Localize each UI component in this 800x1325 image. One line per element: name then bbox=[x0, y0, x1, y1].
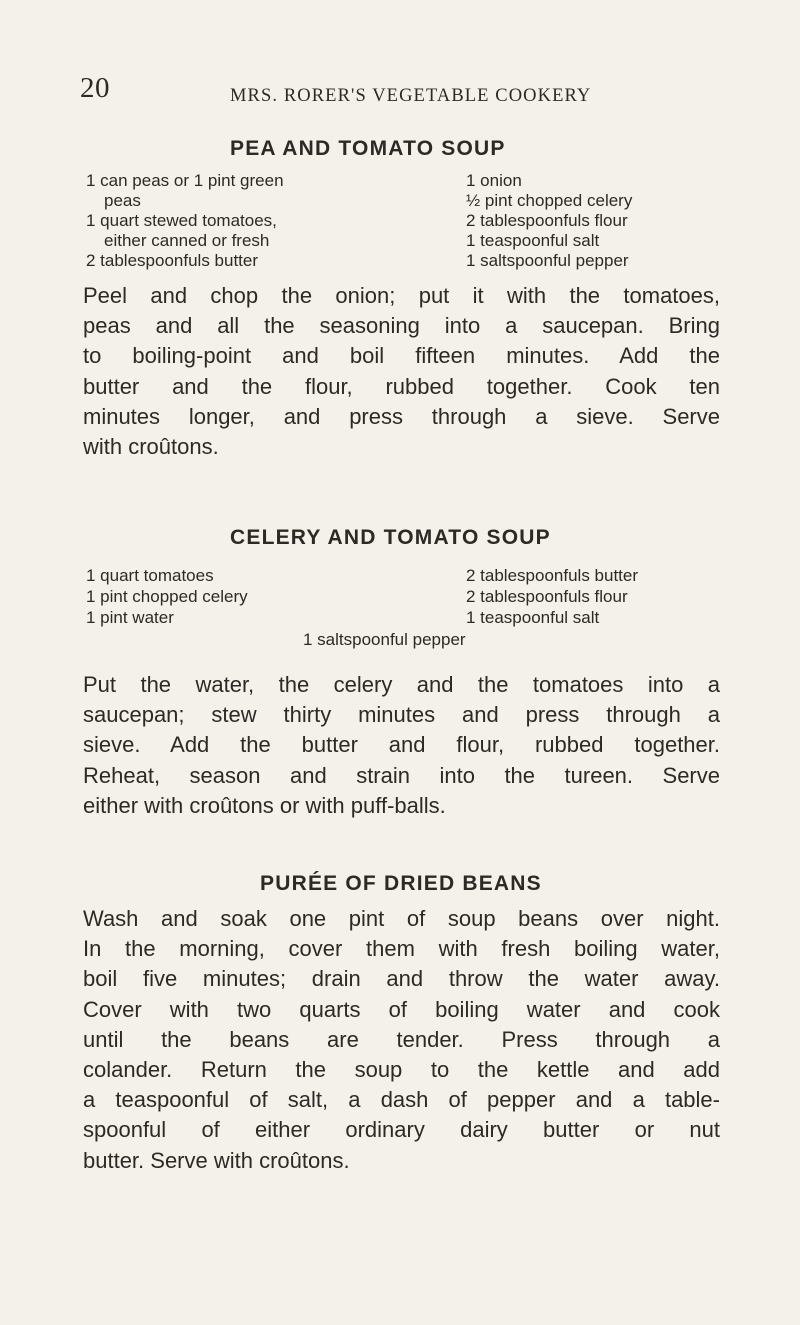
method-line: sieve. Add the butter and flour, rubbed together. bbox=[83, 732, 720, 758]
ingredient-item: 1 quart stewed tomatoes, bbox=[86, 211, 277, 230]
method-line: peas and all the seasoning into a saucepan. Bring bbox=[83, 313, 720, 339]
method-line: Wash and soak one pint of soup beans over night. bbox=[83, 906, 720, 931]
ingredient-item: 2 tablespoonfuls flour bbox=[466, 587, 628, 606]
ingredient-item: ½ pint chopped celery bbox=[466, 191, 633, 210]
page-number: 20 bbox=[80, 72, 110, 104]
method-line: either with croûtons or with puff-balls. bbox=[83, 792, 446, 818]
ingredient-item: 2 tablespoonfuls flour bbox=[466, 211, 628, 230]
recipe-title-celery-tomato: CELERY AND TOMATO SOUP bbox=[230, 526, 551, 549]
running-head: MRS. RORER'S VEGETABLE COOKERY bbox=[230, 86, 592, 106]
method-line: boil five minutes; drain and throw the water away. bbox=[83, 966, 720, 992]
method-line: Peel and chop the onion; put it with the tomatoes, bbox=[83, 283, 720, 308]
ingredient-item: 1 teaspoonful salt bbox=[466, 608, 600, 627]
ingredient-item: peas bbox=[104, 191, 141, 210]
method-line: spoonful of either ordinary dairy butter or nut bbox=[83, 1117, 720, 1143]
ingredient-item: either canned or fresh bbox=[104, 231, 270, 250]
method-line: butter. Serve with croûtons. bbox=[83, 1147, 350, 1173]
ingredient-item: 1 teaspoonful salt bbox=[466, 231, 600, 250]
method-line: until the beans are tender. Press through a bbox=[83, 1026, 720, 1052]
method-line: with croûtons. bbox=[83, 434, 219, 460]
ingredient-item: 1 quart tomatoes bbox=[86, 566, 214, 585]
ingredient-item: 1 pint water bbox=[86, 608, 174, 627]
ingredient-item: 1 onion bbox=[466, 171, 522, 190]
recipe-title-puree-beans: PURÉE OF DRIED BEANS bbox=[260, 872, 542, 895]
method-line: colander. Return the soup to the kettle and add bbox=[83, 1057, 720, 1083]
ingredient-item: 2 tablespoonfuls butter bbox=[466, 566, 639, 585]
recipe-title-pea-tomato: PEA AND TOMATO SOUP bbox=[230, 137, 506, 160]
method-line: butter and the flour, rubbed together. Cook ten bbox=[83, 373, 720, 399]
method-puree-beans bbox=[83, 904, 720, 1176]
method-line: In the morning, cover them with fresh boiling water, bbox=[83, 936, 720, 962]
method-line: to boiling-point and boil fifteen minutes. Add the bbox=[83, 343, 720, 369]
ingredient-item: 1 can peas or 1 pint green bbox=[86, 171, 284, 190]
method-line: Reheat, season and strain into the tureen. Serve bbox=[83, 762, 720, 788]
ingredient-item: 1 saltspoonful pepper bbox=[303, 630, 466, 649]
ingredient-item: 2 tablespoonfuls butter bbox=[86, 251, 259, 270]
ingredient-item: 1 pint chopped celery bbox=[86, 587, 248, 606]
method-pea-tomato bbox=[83, 281, 720, 462]
method-celery-tomato bbox=[83, 670, 720, 821]
method-line: Put the water, the celery and the tomatoes into a bbox=[83, 672, 720, 697]
method-line: a teaspoonful of salt, a dash of pepper and a table- bbox=[83, 1087, 720, 1113]
ingredient-item: 1 saltspoonful pepper bbox=[466, 251, 629, 270]
method-line: minutes longer, and press through a sieve. Serve bbox=[83, 403, 720, 429]
method-line: saucepan; stew thirty minutes and press through a bbox=[83, 702, 720, 728]
method-line: Cover with two quarts of boiling water and cook bbox=[83, 996, 720, 1022]
